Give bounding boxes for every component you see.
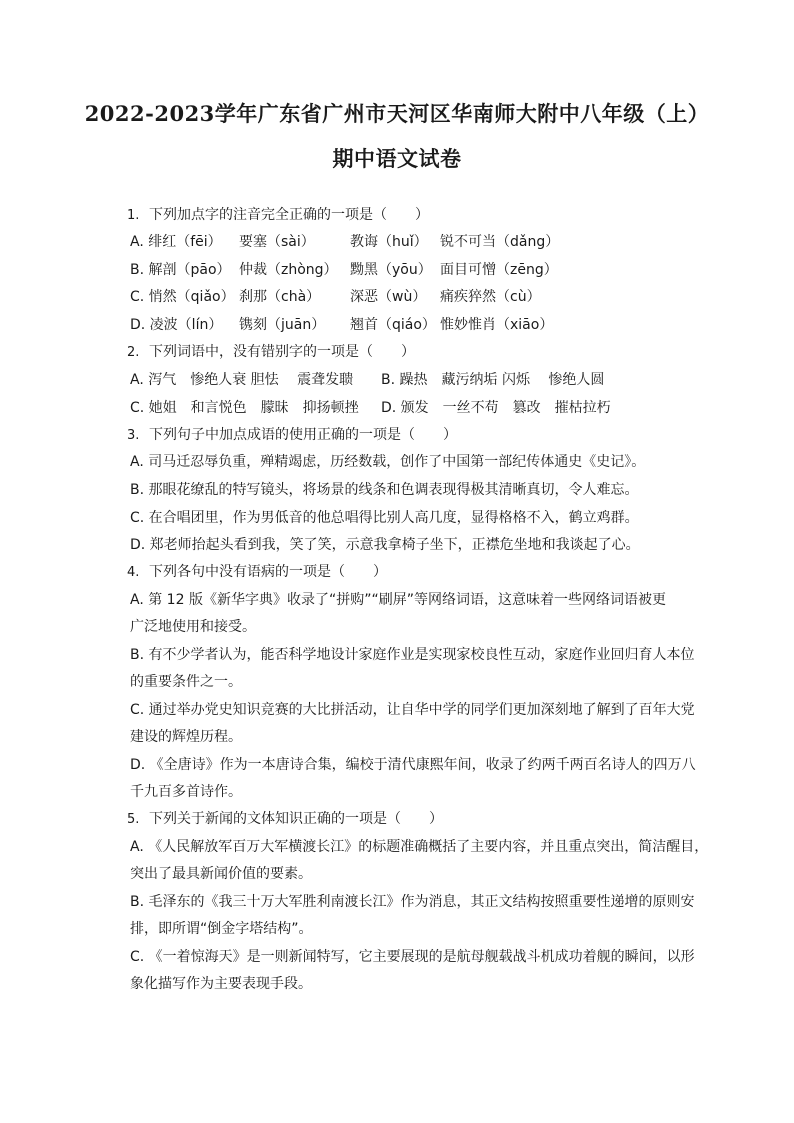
question-text: 下列加点字的注音完全正确的一项是（ ） [149,207,429,223]
question-3-option-c: C. 在合唱团里，作为男低音的他总唱得比别人高几度，显得格格不入，鹤立鸡群。 [130,510,639,526]
question-5-option-b-line1: B. 毛泽东的《我三十万大军胜利南渡长江》作为消息，其正文结构按照重要性递增的原则安 [130,894,695,910]
option-item: 刹那（chà） [239,289,321,305]
question-3-option-d: D. 郑老师抬起头看到我，笑了笑，示意我拿椅子坐下，正襟危坐地和我谈起了心。 [130,537,640,553]
question-4-option-d-line2: 千九百多首诗作。 [130,784,242,800]
exam-title-line2: 期中语文试卷 [332,146,462,171]
option-item: 仲裁（zhòng） [239,262,338,278]
question-4-option-d-line1: D. 《全唐诗》作为一本唐诗合集，编校于清代康熙年间，收录了约两千两百名诗人的四万八 [130,757,696,773]
question-5-option-c-line2: 象化描写作为主要表现手段。 [130,976,312,992]
question-3-option-a: A. 司马迁忍辱负重，殚精竭虑，历经数载，创作了中国第一部纪传体通史《史记》。 [130,454,646,470]
question-4-option-c-line1: C. 通过举办党史知识竞赛的大比拼活动，让自华中学的同学们更加深刻地了解到了百年大党 [130,702,695,718]
question-4-option-b-line1: B. 有不少学者认为，能否科学地设计家庭作业是实现家校良性互动，家庭作业回归育人本位 [130,647,695,663]
option-item: 翘首（qiáo） [350,317,436,333]
option-item: 锐不可当（dǎng） [440,234,560,250]
question-5-option-b-line2: 排，即所谓“倒金字塔结构”。 [130,921,313,937]
question-4-option-c-line2: 建设的辉煌历程。 [130,729,242,745]
question-5-option-a-line1: A. 《人民解放军百万大军横渡长江》的标题准确概括了主要内容，并且重点突出，简洁醒目， [130,839,709,855]
option-item: 要塞（sài） [239,234,315,250]
option-item: 黝黑（yōu） [350,262,432,278]
question-number: 2. [127,345,140,360]
option-item: B. 解剖（pāo） [130,262,231,278]
question-2-stem [127,342,415,363]
question-5-option-c-line1: C. 《一着惊海天》是一则新闻特写，它主要展现的是航母舰载战斗机成功着舰的瞬间，以形 [130,949,695,965]
option-item: 深恶（wù） [350,289,427,305]
option-item: 面目可憎（zēng） [440,262,558,278]
question-1-stem [127,205,429,226]
option-item: 痛疾猝然（cù） [440,289,541,305]
question-number: 1. [127,208,140,223]
question-number: 5. [127,812,140,827]
question-number: 4. [127,565,140,580]
option-item: C. 悄然（qiǎo） [130,289,235,305]
question-5-stem [127,809,443,830]
option-item: D. 凌波（lín） [130,317,223,333]
exam-title-line1: 2022-2023学年广东省广州市天河区华南师大附中八年级（上） [84,101,710,126]
option-item: A. 绯红（fēi） [130,234,222,250]
question-4-option-a-line1: A. 第 12 版《新华字典》收录了“拼购”“刷屏”等网络词语，这意味着一些网络词语被更 [130,592,666,608]
option-item: B. 躁热 藏污纳垢 闪烁 惨绝人圆 [381,372,605,388]
option-item: 教诲（huǐ） [350,234,428,250]
question-4-option-b-line2: 的重要条件之一。 [130,674,242,690]
option-item: A. 泻气 惨绝人衰 胆怯 震聋发聩 [130,372,354,388]
option-item: 镌刻（juān） [239,317,326,333]
question-3-option-b: B. 那眼花缭乱的特写镜头，将场景的线条和色调表现得极其清晰真切，令人难忘。 [130,482,639,498]
question-4-option-a-line2: 广泛地使用和接受。 [130,619,256,635]
question-5-option-a-line2: 突出了最具新闻价值的要素。 [130,866,312,882]
question-text: 下列词语中，没有错别字的一项是（ ） [149,344,415,360]
question-3-stem [127,425,457,446]
question-text: 下列各句中没有语病的一项是（ ） [149,564,387,580]
question-number: 3. [127,428,140,443]
option-item: D. 颁发 一丝不苟 篡改 摧枯拉朽 [381,400,611,416]
option-item: C. 她姐 和言悦色 朦昧 抑扬顿挫 [130,400,359,416]
question-text: 下列关于新闻的文体知识正确的一项是（ ） [149,811,443,827]
question-text: 下列句子中加点成语的使用正确的一项是（ ） [149,427,457,443]
question-4-stem [127,562,387,583]
option-item: 惟妙惟肖（xiāo） [440,317,554,333]
